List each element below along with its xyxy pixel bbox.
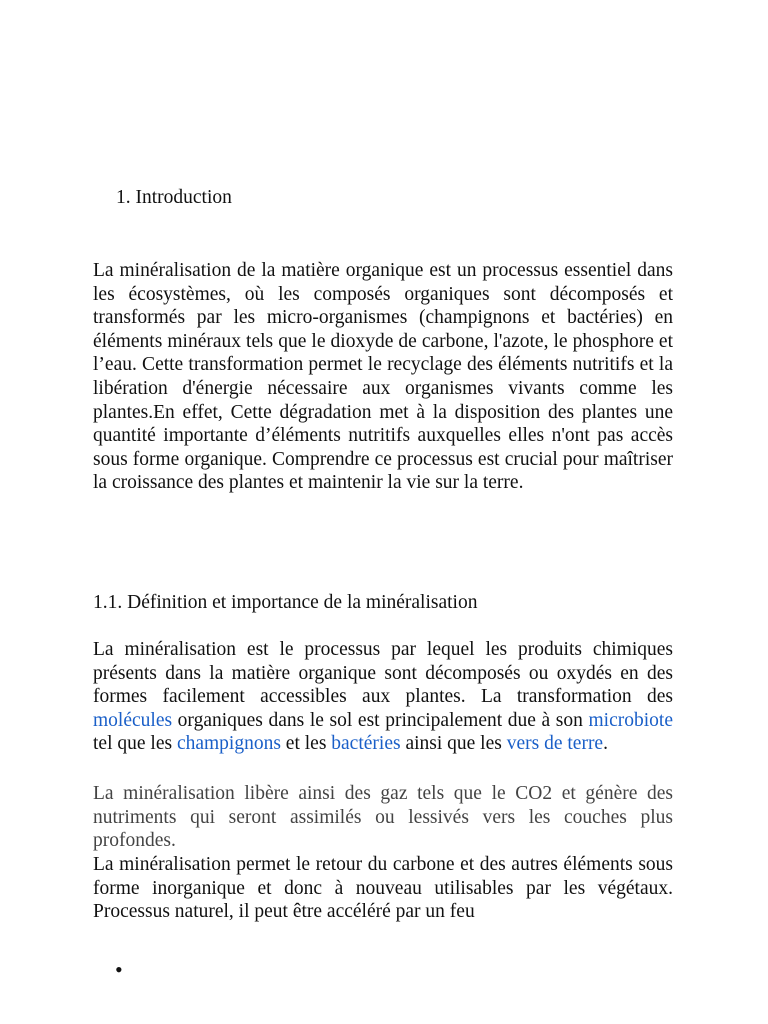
definition-paragraph: [93, 638, 673, 756]
section-heading-introduction: 1. Introduction: [116, 187, 232, 208]
definition-text-4: et les: [280, 733, 332, 755]
link-champignons[interactable]: champignons: [176, 733, 281, 755]
section-heading-definition: 1.1. Définition et importance de la minéralisation: [93, 592, 478, 613]
definition-text-3: tel que les: [93, 733, 177, 755]
intro-paragraph: La minéralisation de la matière organique est un processus essentiel dans les écosystèmes, où les composés organiques sont décomposés et transformés par les micro-organismes (champignons et bactéries) en éléments minéraux tels que le dioxyde de carbone, l'azote, le phosphore et l’eau. Cette transformation permet le recyclage des éléments nutritifs et la libération d'énergie nécessaire aux organismes vivants comme les plantes.En effet, Cette dégradation met à la disposition des plantes une quantité importante d’éléments nutritifs auxquelles elles n'ont pas accès sous forme organique. Comprendre ce processus est crucial pour maîtriser la croissance des plantes et maintenir la vie sur la terre.: [93, 260, 673, 494]
link-molecules[interactable]: molécules: [93, 709, 173, 731]
definition-text-1: La minéralisation est le processus par lequel les produits chimiques présents dans la matière organique sont décomposés ou oxydés en des formes facilement accessibles aux plantes. La transformation des: [93, 639, 673, 708]
link-vers-de-terre[interactable]: vers de terre: [506, 733, 604, 755]
gas-paragraph: La minéralisation libère ainsi des gaz tels que le CO2 et génère des nutriments qui seront assimilés ou lessivés vers les couches plus profondes.: [93, 783, 673, 852]
link-microbiote[interactable]: microbiote: [588, 709, 673, 731]
definition-text-6: .: [603, 733, 608, 755]
definition-text-5: ainsi que les: [400, 733, 507, 755]
list-bullet: •: [115, 957, 123, 982]
return-paragraph: La minéralisation permet le retour du carbone et des autres éléments sous forme inorganique et donc à nouveau utilisables par les végétaux. Processus naturel, il peut être accéléré par un feu: [93, 854, 673, 923]
definition-text-2: organiques dans le sol est principalement due à son: [172, 709, 589, 731]
link-bacteries[interactable]: bactéries: [331, 733, 401, 755]
